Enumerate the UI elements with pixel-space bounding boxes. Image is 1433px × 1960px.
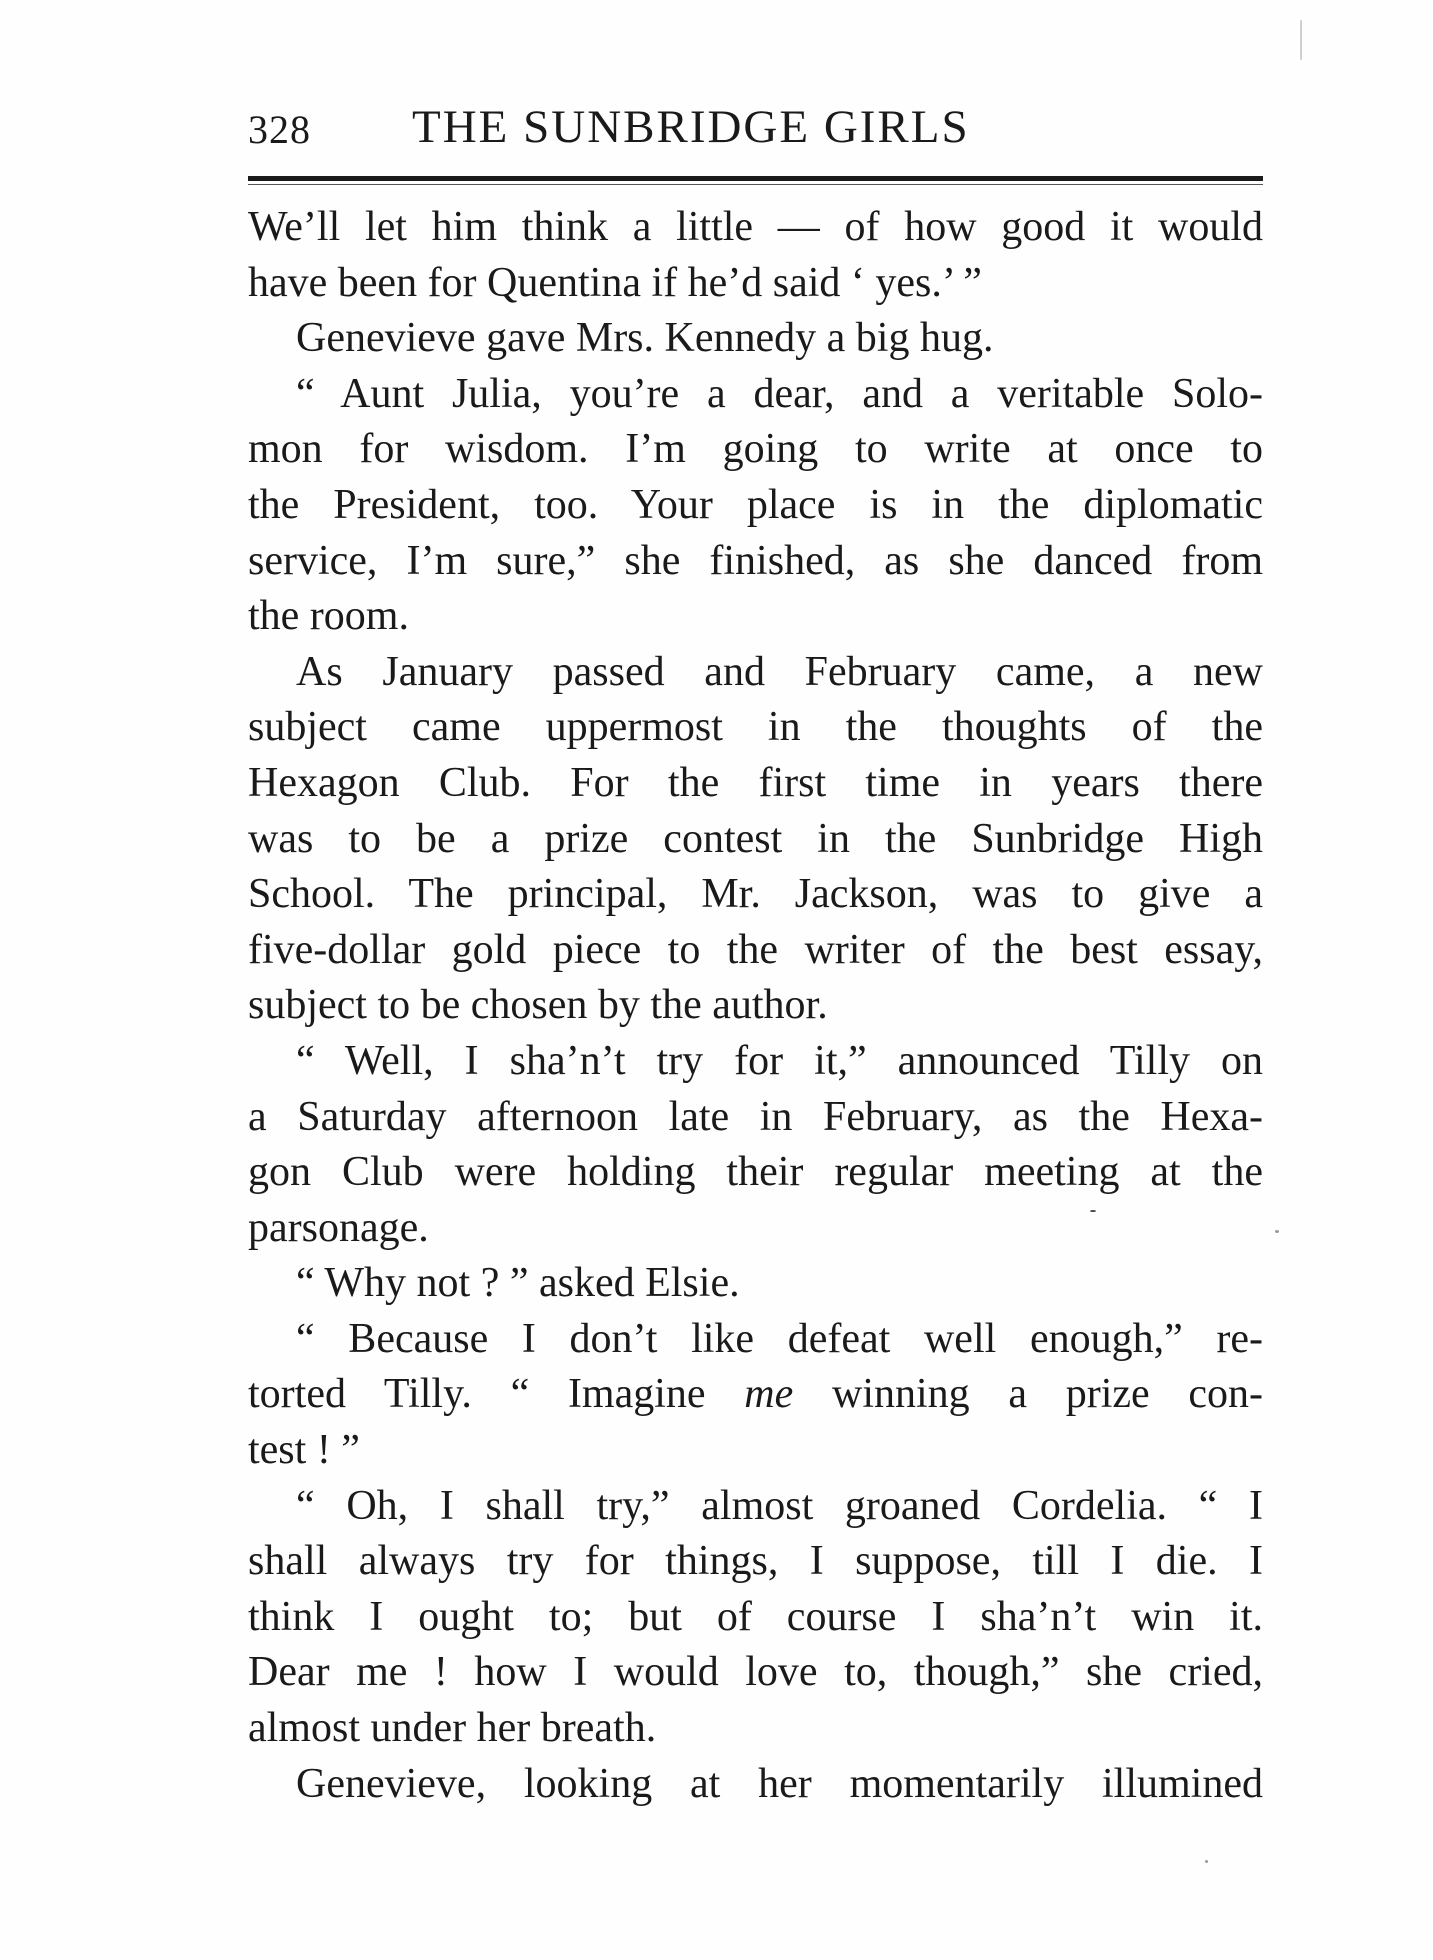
paper-speck: [1300, 20, 1302, 60]
page-number: 328: [248, 107, 311, 152]
text-line: shall always try for things, I suppose, till I die. I: [248, 1538, 1263, 1585]
text-line: Dear me ! how I would love to, though,” she cried,: [248, 1649, 1263, 1696]
text-line: a Saturday afternoon late in February, as the Hexa-: [248, 1093, 1263, 1140]
text-line: mon for wisdom. I’m going to write at once to: [248, 426, 1263, 473]
text-line: “ Oh, I shall try,” almost groaned Cordelia. “ I: [296, 1482, 1263, 1529]
text-line: Genevieve, looking at her momentarily illumined: [296, 1760, 1263, 1807]
page-header: [248, 100, 1263, 160]
text-line: subject came uppermost in the thoughts of the: [248, 704, 1263, 751]
text-line: have been for Quentina if he’d said ‘ yes.’ ”: [248, 259, 982, 306]
text-line: test ! ”: [248, 1427, 360, 1474]
text-line: “ Aunt Julia, you’re a dear, and a veritable Solo-: [296, 370, 1263, 417]
text-line: Hexagon Club. For the first time in years there: [248, 759, 1263, 806]
text-segment: torted Tilly. “ Imagine: [248, 1371, 706, 1418]
text-line: Genevieve gave Mrs. Kennedy a big hug.: [296, 315, 994, 362]
text-segment: winning a prize con-: [831, 1371, 1263, 1418]
text-line: School. The principal, Mr. Jackson, was to give a: [248, 871, 1263, 918]
text-line: think I ought to; but of course I sha’n’t win it.: [248, 1593, 1263, 1640]
body-text: [248, 200, 1263, 1812]
text-line: five-dollar gold piece to the writer of the best essay,: [248, 926, 1263, 973]
text-line: service, I’m sure,” she finished, as she danced from: [248, 537, 1263, 584]
text-line: “ Because I don’t like defeat well enough,” re-: [296, 1315, 1263, 1362]
paper-speck: [1275, 1230, 1279, 1233]
text-line: “ Why not ? ” asked Elsie.: [296, 1260, 740, 1307]
text-line: As January passed and February came, a new: [296, 648, 1263, 695]
emphasis: me: [744, 1371, 794, 1418]
text-line: the President, too. Your place is in the diplomatic: [248, 481, 1263, 528]
text-line: was to be a prize contest in the Sunbridge High: [248, 815, 1263, 862]
text-line: “ Well, I sha’n’t try for it,” announced Tilly on: [296, 1037, 1263, 1084]
text-line: gon Club were holding their regular meeting at the: [248, 1149, 1263, 1196]
text-line: almost under her breath.: [248, 1705, 657, 1752]
header-rule: [248, 176, 1263, 181]
text-line: the room.: [248, 593, 409, 640]
running-title: THE SUNBRIDGE GIRLS: [412, 101, 970, 153]
paper-speck: [1205, 1860, 1208, 1863]
text-line: We’ll let him think a little — of how good it would: [248, 204, 1263, 250]
text-line: subject to be chosen by the author.: [248, 982, 828, 1029]
text-line: parsonage.: [248, 1204, 429, 1251]
paper-speck: [1090, 1210, 1096, 1212]
header-rule-thin: [248, 184, 1263, 185]
text-line: [248, 1367, 1263, 1423]
